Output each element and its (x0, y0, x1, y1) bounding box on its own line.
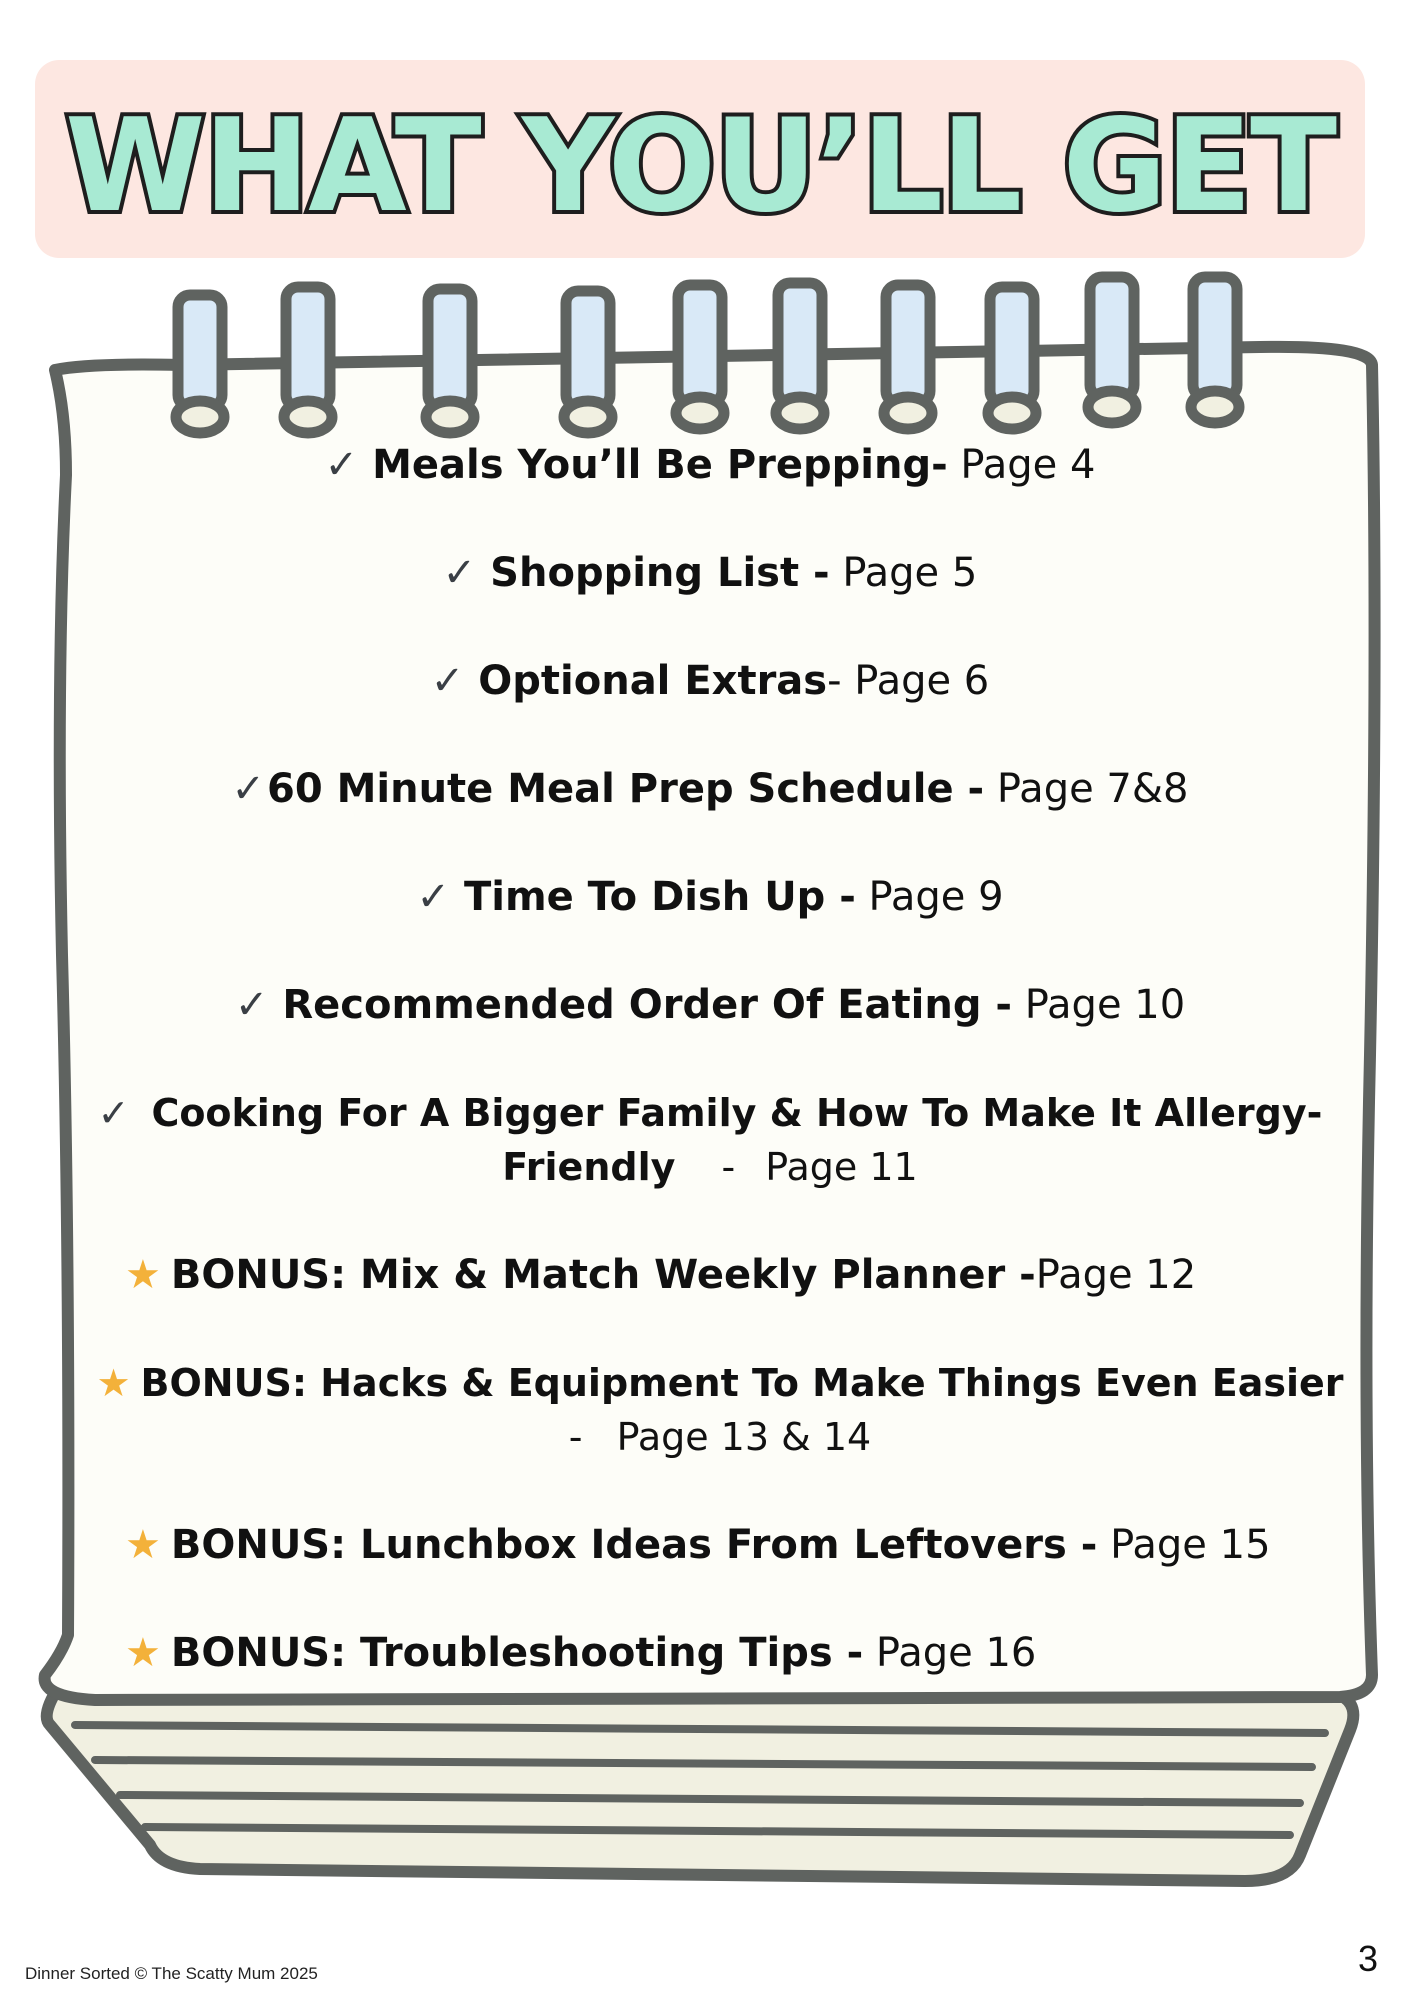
checkmark-icon: ✓ (416, 874, 450, 920)
item-page: Page 12 (1035, 1252, 1197, 1298)
checkmark-icon: ✓ (430, 658, 465, 704)
star-icon: ★ (96, 1361, 131, 1405)
item-line-1 (80, 1086, 1340, 1140)
item-page: Page 5 (842, 550, 978, 596)
item-page: Page 16 (875, 1630, 1037, 1676)
item-title: Recommended Order Of Eating - (282, 982, 1012, 1028)
checkmark-icon: ✓ (442, 550, 477, 596)
star-icon: ★ (125, 1252, 161, 1298)
item-page: Page 7&8 (996, 766, 1189, 812)
checkmark-icon: ✓ (324, 442, 359, 488)
item-separator: - (721, 1145, 736, 1189)
checkmark-icon: ✓ (234, 982, 269, 1028)
item-title: BONUS: Mix & Match Weekly Planner - (170, 1252, 1036, 1298)
page-title (35, 60, 1365, 258)
item-page: - Page 6 (827, 658, 990, 704)
item-separator: - (568, 1415, 583, 1459)
item-title: Meals You’ll Be Prepping- (372, 442, 948, 488)
item-page: Page 13 & 14 (616, 1415, 872, 1459)
list-item-bonus-planner (125, 1248, 1335, 1302)
item-line-1 (95, 1356, 1345, 1410)
list-item-bigger-family (80, 1086, 1340, 1194)
item-page: Page 9 (868, 874, 1004, 920)
list-item-shopping (80, 546, 1340, 600)
star-icon: ★ (125, 1630, 161, 1676)
item-title-cont: Friendly (502, 1145, 676, 1189)
item-page: Page 15 (1110, 1522, 1271, 1568)
item-title: BONUS: Lunchbox Ideas From Leftovers - (170, 1522, 1098, 1568)
list-item-bonus-troubleshooting (125, 1626, 1335, 1680)
list-item-bonus-lunchbox (125, 1518, 1335, 1572)
list-item-meals (80, 438, 1340, 492)
item-page: Page 4 (960, 442, 1096, 488)
page-title-text: WHAT YOU’LL GET (65, 92, 1337, 241)
checkmark-icon: ✓ (97, 1091, 130, 1135)
item-title: BONUS: Troubleshooting Tips - (170, 1630, 864, 1676)
page-number: 3 (1357, 1938, 1378, 1979)
item-page: Page 11 (765, 1145, 918, 1189)
item-title: Optional Extras (478, 658, 828, 704)
item-page: Page 10 (1024, 982, 1186, 1028)
item-title: Shopping List - (490, 550, 830, 596)
list-item-extras (80, 654, 1340, 708)
item-title: 60 Minute Meal Prep Schedule - (267, 766, 985, 812)
list-item-dish-up (80, 870, 1340, 924)
list-item-schedule (80, 762, 1340, 816)
star-icon: ★ (125, 1522, 161, 1568)
page-stack (47, 1685, 1354, 1881)
item-title: Time To Dish Up - (463, 874, 856, 920)
list-item-bonus-hacks (95, 1356, 1345, 1464)
item-line-2 (80, 1140, 1340, 1194)
footer-credit: Dinner Sorted © The Scatty Mum 2025 (25, 1964, 318, 1983)
item-title: Cooking For A Bigger Family & How To Make It Allergy- (151, 1091, 1323, 1135)
item-title: BONUS: Hacks & Equipment To Make Things Even Easier (140, 1361, 1344, 1405)
list-item-order (80, 978, 1340, 1032)
item-line-2 (95, 1410, 1345, 1464)
checkmark-icon: ✓ (231, 766, 265, 812)
